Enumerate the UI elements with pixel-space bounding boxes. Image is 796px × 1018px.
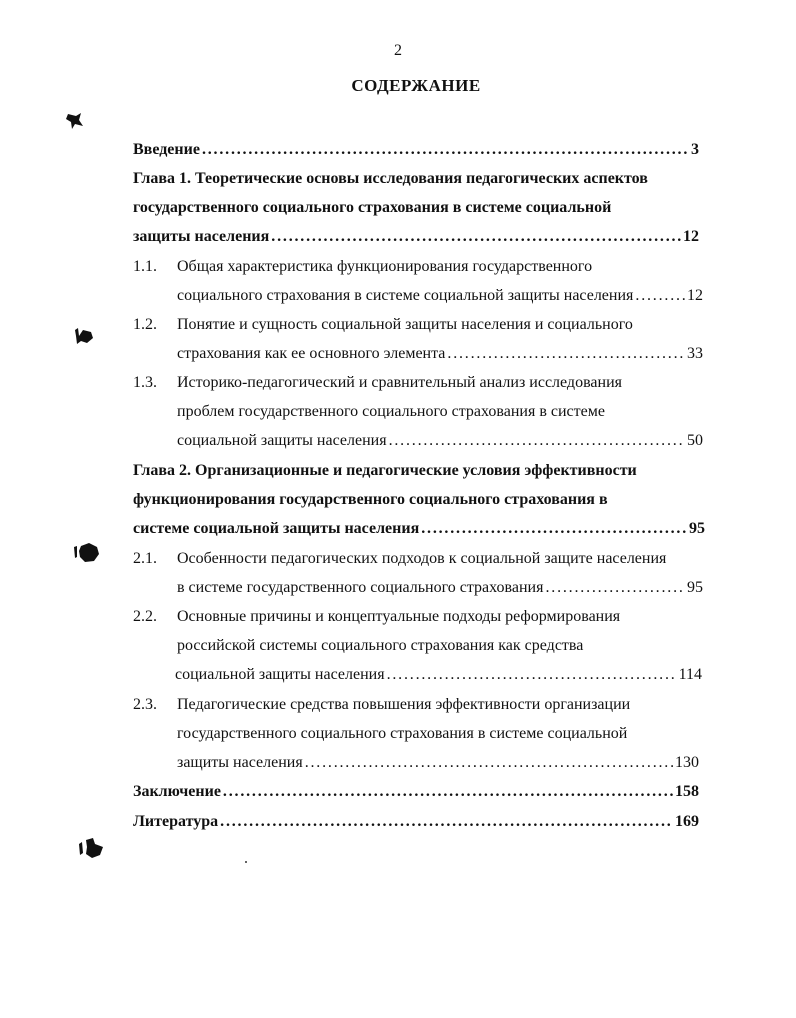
toc-section-2-2-line-2[interactable]	[177, 630, 699, 656]
section-number: 2.3.	[133, 696, 157, 713]
section-number: 1.3.	[133, 374, 157, 391]
toc-section-2-3-line-2[interactable]	[177, 718, 699, 744]
toc-section-2-2-line-1[interactable]	[177, 601, 699, 627]
toc-section-1-3-line-3[interactable]	[177, 425, 703, 451]
leader-dots	[202, 140, 689, 160]
toc-section-2-1-line-2[interactable]	[177, 572, 703, 598]
toc-page: 50	[687, 432, 703, 449]
toc-chapter-1-line-2[interactable]	[133, 192, 699, 218]
toc-chapter-2-line-2[interactable]	[133, 484, 699, 510]
section-number: 1.1.	[133, 258, 157, 275]
toc-label: социальной защиты населения	[177, 432, 387, 449]
toc-page: 95	[687, 579, 703, 596]
toc-section-1-3-line-2[interactable]	[177, 396, 699, 422]
leader-dots	[421, 519, 687, 539]
toc-section-1-2-line-2[interactable]	[177, 338, 703, 364]
toc-label: в системе государственного социального страхования	[177, 579, 544, 596]
toc-entry-conclusion[interactable]	[133, 776, 699, 802]
toc-page: 3	[691, 141, 699, 158]
toc-page: 12	[687, 287, 703, 304]
leader-dots	[545, 578, 685, 598]
toc-label: Заключение	[133, 783, 221, 800]
toc-page: 12	[683, 228, 699, 245]
toc-chapter-2-line-1[interactable]	[133, 455, 699, 481]
toc-page: 130	[675, 754, 699, 771]
toc-section-2-3-line-3[interactable]	[177, 747, 699, 773]
toc-label: проблем государственного социального страхования в системе	[177, 403, 605, 420]
toc-label: защиты населения	[177, 754, 303, 771]
leader-dots	[635, 286, 685, 306]
toc-label: Введение	[133, 141, 200, 158]
toc-section-2-1-line-1[interactable]	[177, 543, 707, 569]
toc-label: Глава 2. Организационные и педагогические условия эффективности	[133, 462, 637, 479]
toc-label: Педагогические средства повышения эффективности организации	[177, 696, 631, 713]
toc-label: государственного социального страхования в системе социальной	[133, 199, 612, 216]
toc-label: Понятие и сущность социальной защиты населения и социального	[177, 316, 633, 333]
toc-section-1-1-line-2[interactable]	[177, 280, 703, 306]
page-number: 2	[394, 42, 402, 59]
toc-section-1-3-line-1[interactable]	[177, 367, 699, 393]
toc-label: Особенности педагогических подходов к социальной защите населения	[177, 550, 667, 567]
toc-label: российской системы социального страхования как средства	[177, 637, 584, 654]
section-number: 2.2.	[133, 608, 157, 625]
toc-page: 114	[678, 666, 702, 683]
toc-page: 95	[689, 520, 705, 537]
leader-dots	[220, 812, 673, 832]
section-number: 2.1.	[133, 550, 157, 567]
toc-label: системе социальной защиты населения	[133, 520, 420, 537]
toc-label: Основные причины и концептуальные подходы реформирования	[177, 608, 621, 625]
toc-label: функционирования государственного социального страхования в	[133, 491, 608, 508]
toc-section-2-3-line-1[interactable]	[177, 689, 699, 715]
toc-page: 158	[675, 783, 699, 800]
toc-title: СОДЕРЖАНИЕ	[351, 76, 481, 95]
toc-section-2-2-line-3[interactable]	[175, 659, 702, 685]
toc-label: страхования как ее основного элемента	[177, 345, 446, 362]
leader-dots	[447, 344, 685, 364]
toc-section-1-2-line-1[interactable]	[177, 309, 699, 335]
toc-page: 169	[675, 813, 699, 830]
toc-entry-intro[interactable]	[133, 134, 699, 160]
leader-dots	[271, 227, 681, 247]
toc-entry-literature[interactable]	[133, 806, 699, 832]
toc-section-1-1-line-1[interactable]	[177, 251, 699, 277]
toc-label: социальной защиты населения	[175, 666, 385, 683]
toc-label: Глава 1. Теоретические основы исследования педагогических аспектов	[133, 170, 648, 187]
toc-label: социального страхования в системе социальной защиты населения	[177, 287, 634, 304]
toc-page: 33	[687, 345, 703, 362]
toc-label: государственного социального страхования в системе социальной	[177, 725, 628, 742]
toc-label: защиты населения	[133, 228, 270, 245]
toc-label: Литература	[133, 813, 219, 830]
toc-label: Общая характеристика функционирования государственного	[177, 258, 593, 275]
toc-label: Историко-педагогический и сравнительный анализ исследования	[177, 374, 622, 391]
toc-chapter-2-line-3[interactable]	[133, 513, 705, 539]
section-number: 1.2.	[133, 316, 157, 333]
leader-dots	[387, 665, 677, 685]
toc-chapter-1-line-1[interactable]	[133, 163, 699, 189]
leader-dots	[223, 782, 673, 802]
leader-dots	[305, 753, 673, 773]
leader-dots	[389, 431, 685, 451]
toc-chapter-1-line-3[interactable]	[133, 221, 699, 247]
